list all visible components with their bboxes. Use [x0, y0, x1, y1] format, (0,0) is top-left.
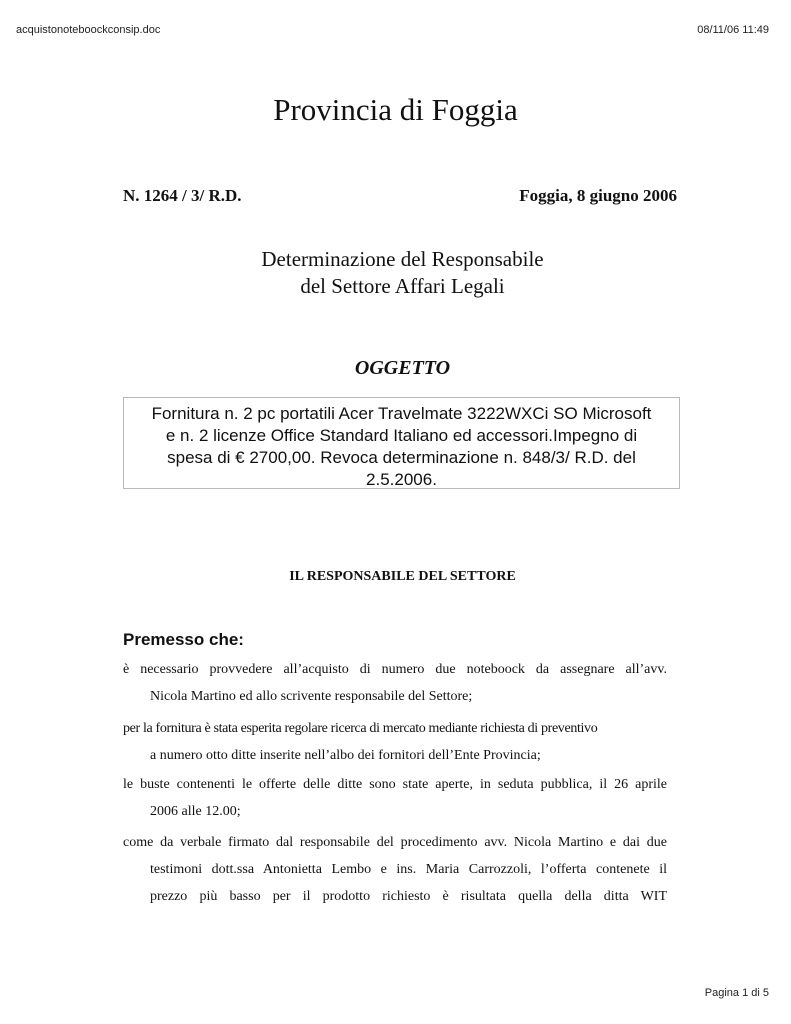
premesso-heading: Premesso che: — [123, 630, 244, 649]
paragraph-continuation: a numero otto ditte inserite nell’albo dei fornitori dell’Ente Provincia; — [150, 748, 541, 763]
subject-line: spesa di € 2700,00. Revoca determinazione n. 848/3/ R.D. del — [167, 448, 636, 467]
print-header-datetime: 08/11/06 11:49 — [697, 24, 769, 36]
paragraph — [123, 715, 667, 769]
paragraph-first-line: per la fornitura è stata esperita regolare ricerca di mercato mediante richiesta di preventivo — [123, 721, 598, 736]
paragraph — [123, 771, 667, 825]
paragraph-first-line: le buste contenenti le offerte delle ditte sono state aperte, in seduta pubblica, il 26 aprile — [123, 777, 667, 792]
determination-line-2: del Settore Affari Legali — [300, 274, 505, 298]
determination-heading — [0, 246, 791, 300]
paragraph-first-line: è necessario provvedere all’acquisto di numero due noteboock da assegnare all’avv. — [123, 662, 667, 677]
paragraph-continuation: testimoni dott.ssa Antonietta Lembo e ins. Maria Carrozzoli, l’offerta contenete il — [150, 862, 667, 877]
page-number-footer: Pagina 1 di 5 — [704, 987, 769, 999]
paragraph-continuation: 2006 alle 12.00; — [150, 804, 241, 819]
paragraph — [123, 829, 667, 910]
reference-date: Foggia, 8 giugno 2006 — [519, 186, 677, 205]
section-heading: IL RESPONSABILE DEL SETTORE — [289, 569, 516, 584]
document-title: Provincia di Foggia — [273, 92, 518, 127]
print-header-filename: acquistonoteboockconsip.doc — [16, 24, 161, 36]
subject-box — [123, 397, 680, 489]
subject-line: 2.5.2006. — [366, 470, 437, 489]
reference-number: N. 1264 / 3/ R.D. — [123, 186, 242, 205]
paragraph-continuation: prezzo più basso per il prodotto richiesto è risultata quella della ditta WIT — [150, 889, 667, 904]
subject-line: e n. 2 licenze Office Standard Italiano ed accessori.Impegno di — [165, 426, 638, 445]
subject-line: Fornitura n. 2 pc portatili Acer Travelmate 3222WXCi SO Microsoft — [151, 404, 652, 423]
subject-heading: OGGETTO — [354, 357, 451, 379]
paragraph — [123, 656, 667, 710]
paragraph-continuation: Nicola Martino ed allo scrivente responsabile del Settore; — [150, 689, 473, 704]
determination-line-1: Determinazione del Responsabile — [261, 247, 544, 271]
paragraph-first-line: come da verbale firmato dal responsabile del procedimento avv. Nicola Martino e dai due — [123, 835, 667, 850]
